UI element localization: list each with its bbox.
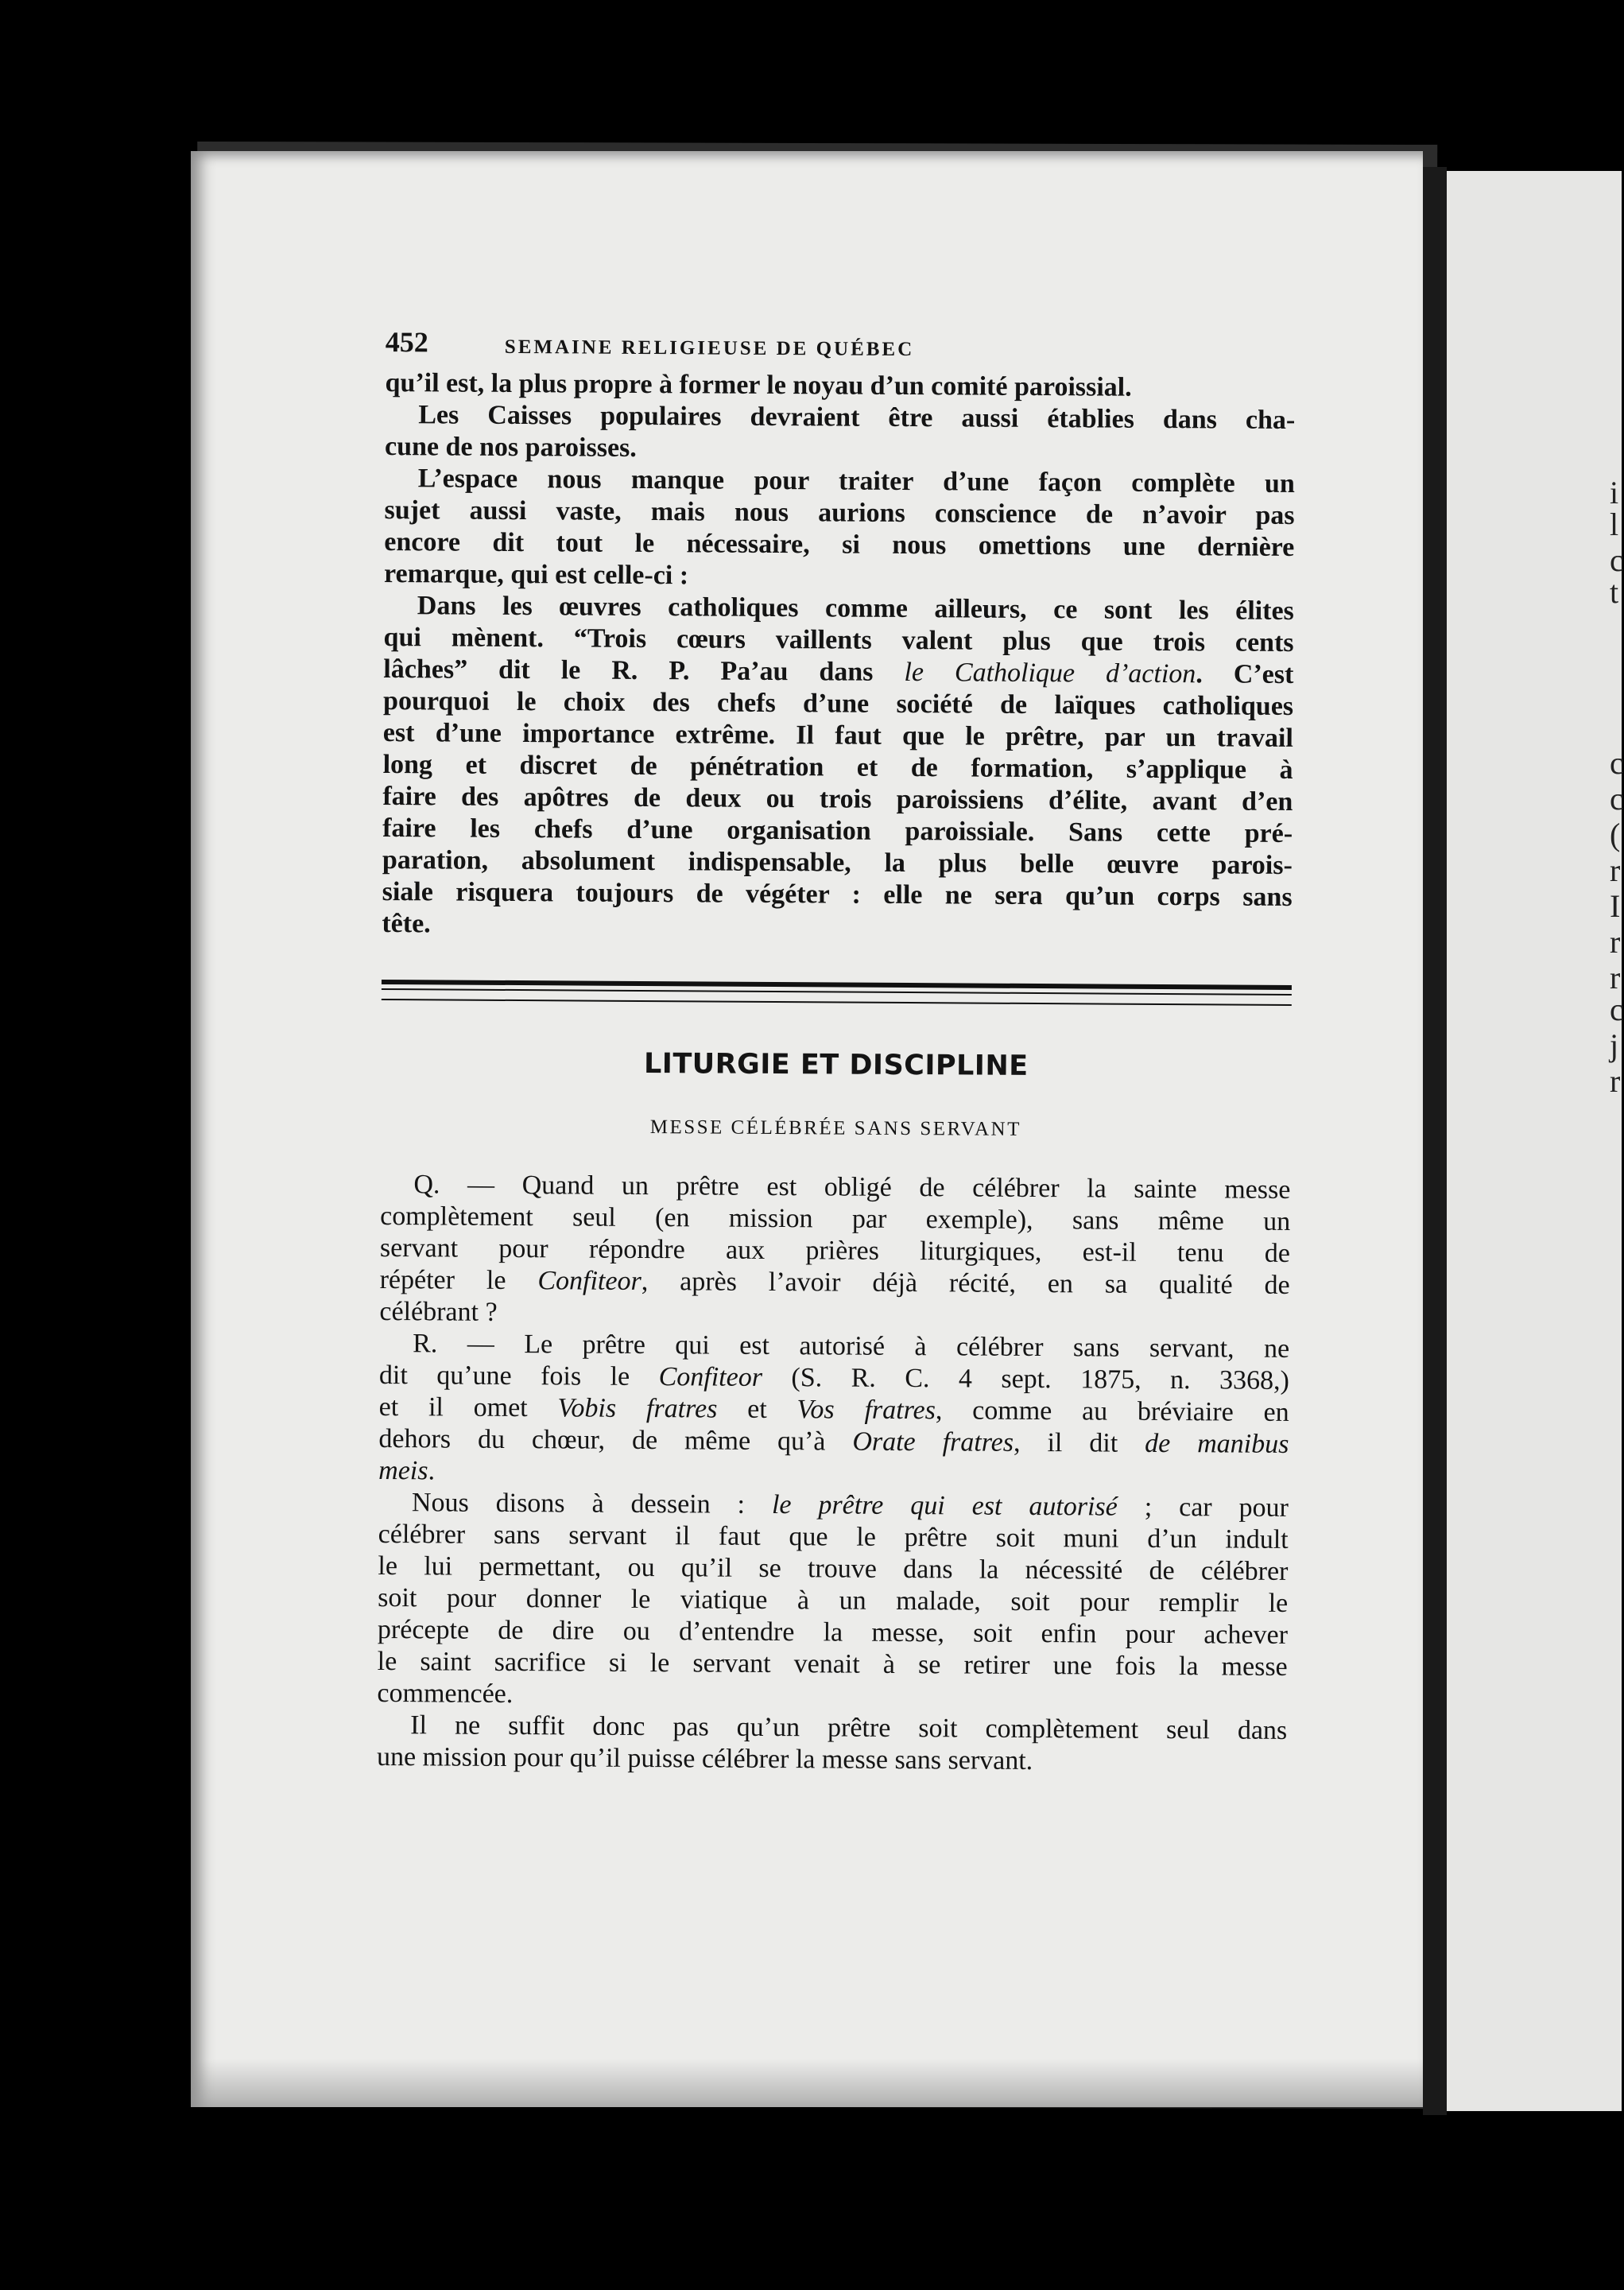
text-line: siale risquera toujours de végéter : elle ne sera qu’un corps sans bbox=[382, 876, 1293, 912]
text-line: paration, absolument indispensable, la plus belle œuvre parois- bbox=[382, 844, 1293, 880]
running-title: SEMAINE RELIGIEUSE DE QUÉBEC bbox=[504, 336, 915, 361]
right-page bbox=[1447, 171, 1622, 2111]
page-content bbox=[377, 326, 1296, 1779]
text-line: servant pour répondre aux prières liturgiques, est-il tenu de bbox=[379, 1232, 1291, 1268]
text-line: long et discret de pénétration et de formation, s’applique à bbox=[382, 749, 1293, 785]
right-page-letter: r bbox=[1610, 852, 1621, 888]
right-page-letter: l bbox=[1610, 507, 1619, 542]
text-line: est d’une importance extrême. Il faut que le prêtre, par un travail bbox=[382, 717, 1293, 753]
text-line: Les Caisses populaires devraient être aussi établies dans cha- bbox=[418, 400, 1296, 435]
subsection-title: MESSE CÉLÉBRÉE SANS SERVANT bbox=[649, 1116, 1022, 1140]
right-page-letter: I bbox=[1610, 888, 1621, 924]
text-line: encore dit tout le nécessaire, si nous omettions une dernière bbox=[384, 526, 1295, 562]
text-line: qui mènent. “Trois cœurs vaillents valent plus que trois cents bbox=[383, 622, 1294, 658]
right-page-letter: r bbox=[1610, 960, 1621, 996]
qa-paragraph bbox=[377, 1710, 1287, 1779]
section-title: LITURGIE ET DISCIPLINE bbox=[643, 1048, 1029, 1082]
text-line: R. — Le prêtre qui est autorisé à célébrer sans servant, ne bbox=[413, 1329, 1290, 1364]
text-line: complètement seul (en mission par exemple), sans même un bbox=[380, 1201, 1291, 1236]
text-line: dit qu’une fois le Confiteor (S. R. C. 4 sept. 1875, n. 3368,) bbox=[378, 1360, 1290, 1395]
text-line: meis. bbox=[378, 1455, 436, 1486]
right-page-letter: j bbox=[1610, 1027, 1619, 1063]
right-page-letter: c bbox=[1610, 992, 1624, 1027]
text-line: qu’il est, la plus propre à former le noyau d’un comité paroissial. bbox=[385, 367, 1132, 402]
text-line: Q. — Quand un prêtre est obligé de célébrer la sainte messe bbox=[413, 1170, 1291, 1205]
right-page-letter: r bbox=[1610, 924, 1621, 960]
text-line: Il ne suffit donc pas qu’un prêtre soit complètement seul dans bbox=[410, 1710, 1288, 1745]
right-page-letter: c bbox=[1610, 542, 1624, 578]
text-line: lâches” dit le R. P. Pa’au dans le Catholique d’action. C’est bbox=[383, 654, 1294, 689]
qa-text bbox=[377, 1169, 1291, 1779]
text-line: Nous disons à dessein : le prêtre qui est autorisé ; car pour bbox=[411, 1488, 1289, 1523]
right-page-letter: i bbox=[1610, 475, 1619, 510]
text-line: soit pour donner le viatique à un malade, soit pour remplir le bbox=[378, 1582, 1289, 1618]
right-page-letter: c bbox=[1610, 781, 1624, 817]
qa-paragraph bbox=[379, 1169, 1290, 1333]
text-line: le saint sacrifice si le servant venait à se retirer une fois la messe bbox=[377, 1646, 1288, 1682]
text-line: une mission pour qu’il puisse célébrer la messe sans servant. bbox=[376, 1741, 1033, 1776]
text-line: remarque, qui est celle-ci : bbox=[383, 558, 689, 591]
text-line: répéter le Confiteor, après l’avoir déjà récité, en sa qualité de bbox=[379, 1264, 1290, 1300]
book-gutter bbox=[1423, 167, 1447, 2115]
continuation-paragraph bbox=[385, 399, 1295, 468]
right-page-letter: r bbox=[1610, 1063, 1621, 1099]
page-header bbox=[386, 326, 1296, 373]
text-line: tête. bbox=[382, 908, 431, 939]
text-line: faire les chefs d’une organisation paroissiale. Sans cette pré- bbox=[382, 813, 1293, 848]
text-line: précepte de dire ou d’entendre la messe, soit enfin pour achever bbox=[377, 1614, 1289, 1650]
text-line: célébrer sans servant il faut que le prêtre soit muni d’un indult bbox=[378, 1519, 1289, 1554]
continuation-text bbox=[382, 367, 1295, 945]
text-line: dehors du chœur, de même qu’à Orate fratres, il dit de manibus bbox=[378, 1423, 1289, 1459]
text-line: pourquoi le choix des chefs d’une société de laïques catholiques bbox=[383, 685, 1294, 721]
text-line: Dans les œuvres catholiques comme ailleurs, ce sont les élites bbox=[417, 591, 1294, 626]
page-number: 452 bbox=[385, 326, 428, 359]
text-line: célébrant ? bbox=[379, 1296, 498, 1327]
qa-paragraph bbox=[377, 1487, 1289, 1715]
right-page-letter: c bbox=[1610, 745, 1624, 781]
section-divider bbox=[382, 980, 1292, 1006]
right-page-letter: ( bbox=[1610, 817, 1621, 852]
text-line: commencée. bbox=[377, 1678, 514, 1710]
text-line: L’espace nous manque pour traiter d’une façon complète un bbox=[417, 464, 1295, 499]
text-line: et il omet Vobis fratres et Vos fratres, comme au bréviaire en bbox=[378, 1391, 1289, 1427]
continuation-paragraph bbox=[382, 590, 1294, 945]
right-page-letter: t bbox=[1610, 574, 1619, 610]
text-line: sujet aussi vaste, mais nous aurions conscience de n’avoir pas bbox=[384, 495, 1295, 530]
qa-paragraph bbox=[378, 1328, 1289, 1492]
text-line: le lui permettant, ou qu’il se trouve dans la nécessité de célébrer bbox=[378, 1551, 1289, 1586]
text-line: cune de nos paroisses. bbox=[384, 431, 637, 463]
continuation-paragraph bbox=[384, 463, 1295, 596]
continuation-paragraph bbox=[385, 367, 1295, 405]
text-line: faire des apôtres de deux ou trois paroissiens d’élite, avant d’en bbox=[382, 781, 1293, 817]
